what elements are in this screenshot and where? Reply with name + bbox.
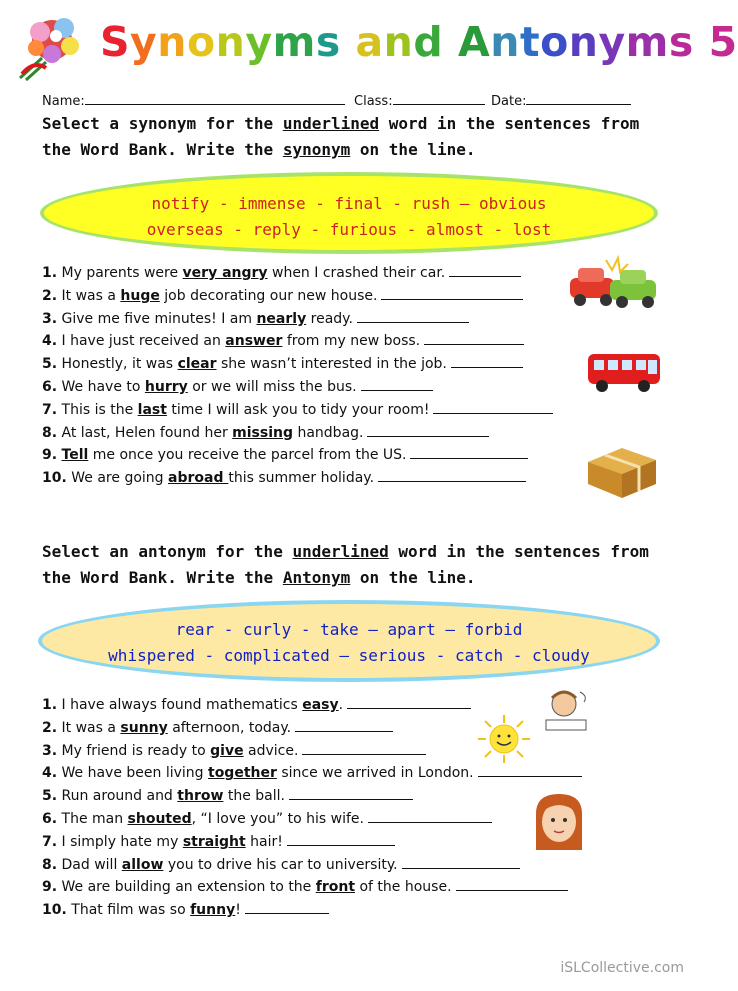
bus-icon xyxy=(586,350,662,394)
underlined-word: easy xyxy=(302,697,339,713)
sentence-text: At last, Helen found her xyxy=(57,424,233,441)
sentence-text: or we will miss the bus. xyxy=(187,379,357,395)
sentence-row xyxy=(42,717,393,737)
sentence-text: you to drive his car to university. xyxy=(163,856,398,873)
underlined-word: allow xyxy=(121,856,164,873)
sentence-text: Honestly, it was xyxy=(57,356,178,373)
sentence-text: My friend is ready to xyxy=(57,742,211,759)
sentence-text: We are building an extension to the xyxy=(57,879,316,896)
sentence-number: 4. xyxy=(42,333,58,350)
sentence-text: We have to xyxy=(57,379,145,395)
underlined-word: very angry xyxy=(182,265,268,281)
sentence-number: 6. xyxy=(42,811,58,827)
sentence-row xyxy=(42,399,553,419)
sentence-text: , “I love you” to his wife. xyxy=(191,811,364,827)
name-field[interactable] xyxy=(42,92,345,109)
answer-line[interactable] xyxy=(410,444,528,459)
sentence-row xyxy=(42,876,568,896)
underlined-word: abroad xyxy=(168,470,229,487)
underlined-word: hurry xyxy=(144,379,188,395)
antonym-word-bank xyxy=(38,600,660,682)
sentence-number: 3. xyxy=(42,310,58,327)
sentence-text: advice. xyxy=(243,742,299,759)
sentence-text: We are going xyxy=(66,470,168,487)
footer-watermark: iSLCollective.com xyxy=(560,960,684,976)
answer-line[interactable] xyxy=(302,740,426,755)
answer-line[interactable] xyxy=(451,353,523,368)
answer-line[interactable] xyxy=(378,467,526,482)
title-letter: t xyxy=(519,18,541,66)
sentence-number: 10. xyxy=(42,902,67,919)
sentence-number: 8. xyxy=(42,856,58,873)
sentence-number: 7. xyxy=(42,401,58,418)
sentence-text: . xyxy=(338,697,344,713)
sentence-text: I have just received an xyxy=(57,333,226,350)
answer-line[interactable] xyxy=(449,262,521,277)
title-letter xyxy=(694,18,709,66)
sentence-text: time I will ask you to tidy your room! xyxy=(166,401,430,418)
date-field[interactable] xyxy=(491,92,631,109)
title-letter: m xyxy=(272,18,316,66)
answer-line[interactable] xyxy=(357,308,469,323)
underlined-word: sunny xyxy=(120,719,168,736)
title-letter: n xyxy=(568,18,599,66)
antonym-instructions: Select an antonym for the underlined word in the sentences from the Word Bank. Write the Antonym on the line. xyxy=(42,542,649,587)
sentence-text: The man xyxy=(57,811,128,827)
answer-line[interactable] xyxy=(347,694,471,709)
answer-line[interactable] xyxy=(368,808,492,823)
parcel-icon xyxy=(582,440,660,502)
sentence-row xyxy=(42,762,582,782)
page-title xyxy=(100,18,738,66)
sentence-number: 9. xyxy=(42,447,58,464)
sentence-row xyxy=(42,831,395,851)
sentence-text: My parents were xyxy=(57,265,183,281)
sentence-number: 4. xyxy=(42,765,58,782)
sentence-text: Run around and xyxy=(57,788,178,805)
title-letter: y xyxy=(245,18,273,66)
car-crash-icon xyxy=(566,256,662,312)
sentence-text: this summer holiday. xyxy=(228,470,375,487)
sentence-text: It was a xyxy=(57,287,121,304)
word-bank-line: whispered - complicated – serious - catch - cloudy xyxy=(108,646,590,665)
word-bank-line: notify - immense - final - rush – obvious xyxy=(151,194,547,213)
underlined-word: throw xyxy=(177,788,224,805)
title-letter: 5 xyxy=(708,18,738,66)
sentence-row xyxy=(42,308,469,328)
underlined-word: Tell xyxy=(61,447,89,464)
sentence-text: since we arrived in London. xyxy=(276,765,474,782)
title-letter: o xyxy=(186,18,216,66)
sentence-number: 1. xyxy=(42,697,58,713)
answer-line[interactable] xyxy=(361,376,433,391)
sentence-number: 9. xyxy=(42,879,58,896)
sentence-number: 5. xyxy=(42,356,58,373)
underlined-word: missing xyxy=(232,424,294,441)
class-label: Class: xyxy=(354,94,393,109)
sentence-text: of the house. xyxy=(355,879,452,896)
synonym-instructions: Select a synonym for the underlined word in the sentences from the Word Bank. Write the synonym on the line. xyxy=(42,114,640,159)
sentence-row xyxy=(42,467,526,487)
sentence-number: 7. xyxy=(42,833,58,850)
answer-line[interactable] xyxy=(245,899,329,914)
sentence-text: I simply hate my xyxy=(57,833,183,850)
sentence-text: ! xyxy=(235,902,241,919)
sentence-text: ready. xyxy=(306,310,353,327)
sentence-row xyxy=(42,262,521,282)
title-letter xyxy=(443,18,458,66)
sentence-row xyxy=(42,353,523,373)
underlined-word: nearly xyxy=(256,310,307,327)
sentence-number: 10. xyxy=(42,470,67,487)
underlined-word: together xyxy=(208,765,277,782)
sentence-text: We have been living xyxy=(57,765,208,782)
underlined-word: straight xyxy=(182,833,246,850)
title-letter: s xyxy=(315,18,341,66)
underlined-word: clear xyxy=(177,356,217,373)
answer-line[interactable] xyxy=(367,422,489,437)
title-letter: o xyxy=(540,18,569,66)
sentence-text: me once you receive the parcel from the US. xyxy=(88,447,407,464)
title-letter: y xyxy=(130,18,158,66)
sentence-text: I have always found mathematics xyxy=(57,697,303,713)
title-letter: n xyxy=(215,18,246,66)
title-letter xyxy=(341,18,356,66)
sentence-text: It was a xyxy=(57,719,121,736)
date-label: Date: xyxy=(491,94,527,109)
answer-line[interactable] xyxy=(287,831,395,846)
word-bank-line: overseas - reply - furious - almost - lost xyxy=(146,220,552,239)
answer-line[interactable] xyxy=(424,330,524,345)
answer-line[interactable] xyxy=(381,285,523,300)
underlined-word: shouted xyxy=(127,811,192,827)
sentence-text: hair! xyxy=(245,833,283,850)
title-letter: S xyxy=(100,18,131,66)
underlined-word: huge xyxy=(120,287,160,304)
sentence-text: the ball. xyxy=(223,788,285,805)
sentence-row xyxy=(42,330,524,350)
sentence-text: Give me five minutes! I am xyxy=(57,310,257,327)
sentence-text: she wasn’t interested in the job. xyxy=(216,356,447,373)
sentence-row xyxy=(42,808,492,828)
sentence-number: 2. xyxy=(42,287,58,304)
underlined-word: give xyxy=(210,742,244,759)
sentence-text: job decorating our new house. xyxy=(159,287,378,304)
answer-line[interactable] xyxy=(295,717,393,732)
sentence-number: 2. xyxy=(42,719,58,736)
title-letter: d xyxy=(413,18,444,66)
confused-student-icon xyxy=(538,686,594,734)
sentence-text: afternoon, today. xyxy=(167,719,292,736)
sentence-row xyxy=(42,740,426,760)
sentence-row xyxy=(42,444,528,464)
synonym-word-bank xyxy=(40,172,658,254)
title-letter: s xyxy=(668,18,694,66)
title-letter: n xyxy=(157,18,187,66)
sentence-number: 6. xyxy=(42,379,58,395)
sentence-row xyxy=(42,376,433,396)
sentence-row xyxy=(42,785,413,805)
sentence-row xyxy=(42,285,523,305)
sentence-text: handbag. xyxy=(293,424,364,441)
sentence-row xyxy=(42,422,489,442)
title-letter: n xyxy=(383,18,414,66)
title-letter: a xyxy=(355,18,384,66)
answer-line[interactable] xyxy=(289,785,413,800)
title-letter: m xyxy=(625,18,669,66)
sentence-text: when I crashed their car. xyxy=(267,265,446,281)
sentence-text: This is the xyxy=(57,401,138,418)
title-letter: A xyxy=(458,18,491,66)
sentence-number: 8. xyxy=(42,424,58,441)
flower-bouquet-icon xyxy=(12,10,98,84)
title-letter: n xyxy=(490,18,520,66)
answer-line[interactable] xyxy=(402,854,520,869)
underlined-word: front xyxy=(315,879,356,896)
underlined-word: answer xyxy=(225,333,283,350)
sentence-number: 1. xyxy=(42,265,58,281)
underlined-word: funny xyxy=(190,902,236,919)
sun-icon xyxy=(474,713,534,765)
sentence-text: That film was so xyxy=(66,902,191,919)
answer-line[interactable] xyxy=(433,399,553,414)
class-field[interactable] xyxy=(354,92,485,109)
name-label: Name: xyxy=(42,94,85,109)
answer-line[interactable] xyxy=(456,876,568,891)
girl-straight-hair-icon xyxy=(528,790,590,856)
sentence-number: 5. xyxy=(42,788,58,805)
word-bank-line: rear - curly - take – apart – forbid xyxy=(175,620,523,639)
sentence-number: 3. xyxy=(42,742,58,759)
sentence-text: Dad will xyxy=(57,856,122,873)
sentence-row xyxy=(42,694,471,714)
underlined-word: last xyxy=(137,401,167,418)
sentence-text: from my new boss. xyxy=(282,333,421,350)
sentence-row xyxy=(42,899,329,919)
sentence-row xyxy=(42,854,520,874)
title-letter: y xyxy=(598,18,626,66)
